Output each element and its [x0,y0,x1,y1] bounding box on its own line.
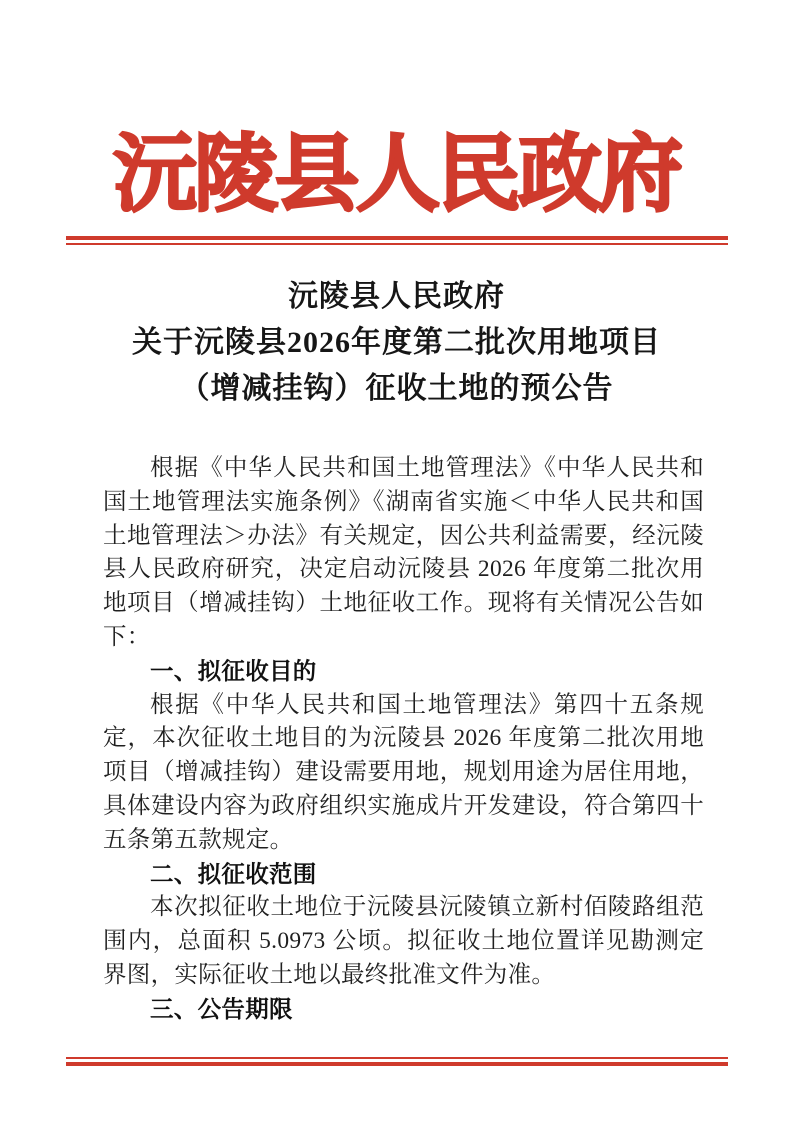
paragraph-expropriation-scope: 本次拟征收土地位于沅陵县沅陵镇立新村佰陵路组范围内，总面积 5.0973 公顷。拟征收土地位置详见勘测定界图，实际征收土地以最终批准文件为准。 [103,894,704,988]
footer-double-rule [66,1057,728,1066]
footer-rule-thick-line [66,1062,728,1066]
paragraph-legal-basis: 根据《中华人民共和国土地管理法》《中华人民共和国土地管理法实施条例》《湖南省实施＜中华人民共和国土地管理法＞办法》有关规定，因公共利益需要，经沅陵县人民政府研究，决定启动沅陵县 2026 年度第二批次用地项目（增减挂钩）土地征收工作。现将有关情况公告如下： [103,455,704,650]
document-body [103,452,704,1027]
heading-section-3-notice-period: 三、公告期限 [150,995,293,1022]
document-title-line-2: 关于沅陵县2026年度第二批次用地项目 [132,326,661,359]
document-title-line-1: 沅陵县人民政府 [288,280,505,313]
masthead-double-rule [66,236,728,245]
paragraph-expropriation-purpose: 根据《中华人民共和国土地管理法》第四十五条规定，本次征收土地目的为沅陵县 2026 年度第二批次用地项目（增减挂钩）建设需要用地，规划用途为居住用地，具体建设内容为政府组织实施成片开发建设，符合第四十五条第五款规定。 [103,691,704,853]
heading-section-2-scope: 二、拟征收范围 [150,860,317,887]
government-masthead-title: 沅陵县人民政府 [112,129,680,222]
masthead-rule-thin-line [66,243,728,245]
document-title-line-3: （增减挂钩）征收土地的预公告 [179,372,614,405]
heading-section-1-purpose: 一、拟征收目的 [150,657,317,684]
document-title [0,274,793,412]
